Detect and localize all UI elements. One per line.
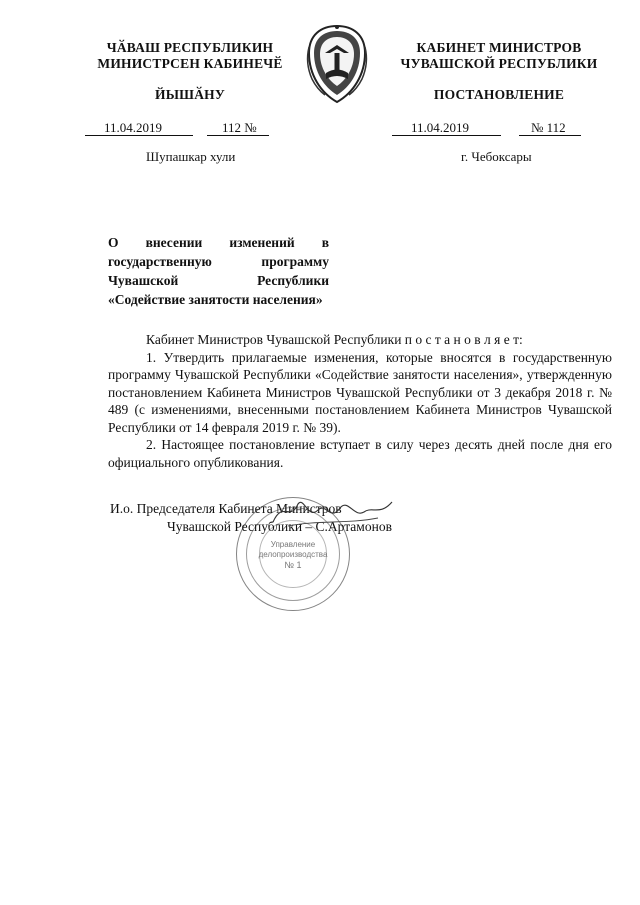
body-item-1: 1. Утвердить прилагаемые изменения, которые вносятся в государственную программу Чувашской Республики «Содействие занятости населения», утвержденную постановлением Кабинета Министров Чувашской Республики от 3 декабря 2018 г. № 489 (с изменениями, внесенными постановлением Кабинета Министров Чувашской Республики от 14 февраля 2019 г. № 39). bbox=[108, 349, 612, 435]
left-number: 112 № bbox=[222, 120, 257, 135]
handwritten-signature bbox=[268, 492, 408, 532]
right-header-line1: КАБИНЕТ МИНИСТРОВ bbox=[416, 40, 582, 55]
left-number-underline bbox=[207, 120, 269, 136]
left-date: 11.04.2019 bbox=[104, 120, 163, 135]
right-number-underline bbox=[519, 120, 581, 136]
body-item-2: 2. Настоящее постановление вступает в силу через десять дней после дня его официального опубликования. bbox=[108, 437, 612, 470]
left-header bbox=[80, 40, 300, 72]
left-header-line1: ЧӐВАШ РЕСПУБЛИКИН bbox=[106, 40, 274, 55]
coat-of-arms-emblem bbox=[303, 23, 371, 105]
right-date: 11.04.2019 bbox=[411, 120, 470, 135]
right-doc-type: ПОСТАНОВЛЕНИЕ bbox=[433, 87, 565, 102]
right-place: г. Чебоксары bbox=[461, 149, 532, 164]
left-doc-type: ЙЫШӐНУ bbox=[155, 87, 225, 102]
body-preamble: Кабинет Министров Чувашской Республики п о с т а н о в л я е т: bbox=[146, 332, 523, 347]
left-header-line2: МИНИСТРСЕН КАБИНЕЧӖ bbox=[97, 56, 283, 71]
document-subject: О внесении изменений в государственную программу Чувашской Республики «Содействие занятости населения» bbox=[108, 235, 329, 307]
right-header bbox=[388, 40, 610, 72]
emblem-icon bbox=[303, 23, 371, 105]
right-header-line2: ЧУВАШСКОЙ РЕСПУБЛИКИ bbox=[400, 56, 598, 71]
right-number: № 112 bbox=[531, 120, 566, 135]
document-body bbox=[108, 331, 612, 471]
left-date-underline bbox=[85, 120, 193, 136]
right-date-underline bbox=[392, 120, 501, 136]
stamp-text-2: делопроизводства bbox=[258, 550, 328, 559]
left-place: Шупашкар хули bbox=[146, 149, 236, 164]
stamp-text-1: Управление bbox=[270, 540, 316, 549]
stamp-text-3: № 1 bbox=[284, 560, 302, 570]
signature-line-1: И.о. Председателя Кабинета Министров bbox=[110, 501, 342, 516]
signature-line-2: Чувашской Республики – С.Артамонов bbox=[167, 519, 392, 534]
